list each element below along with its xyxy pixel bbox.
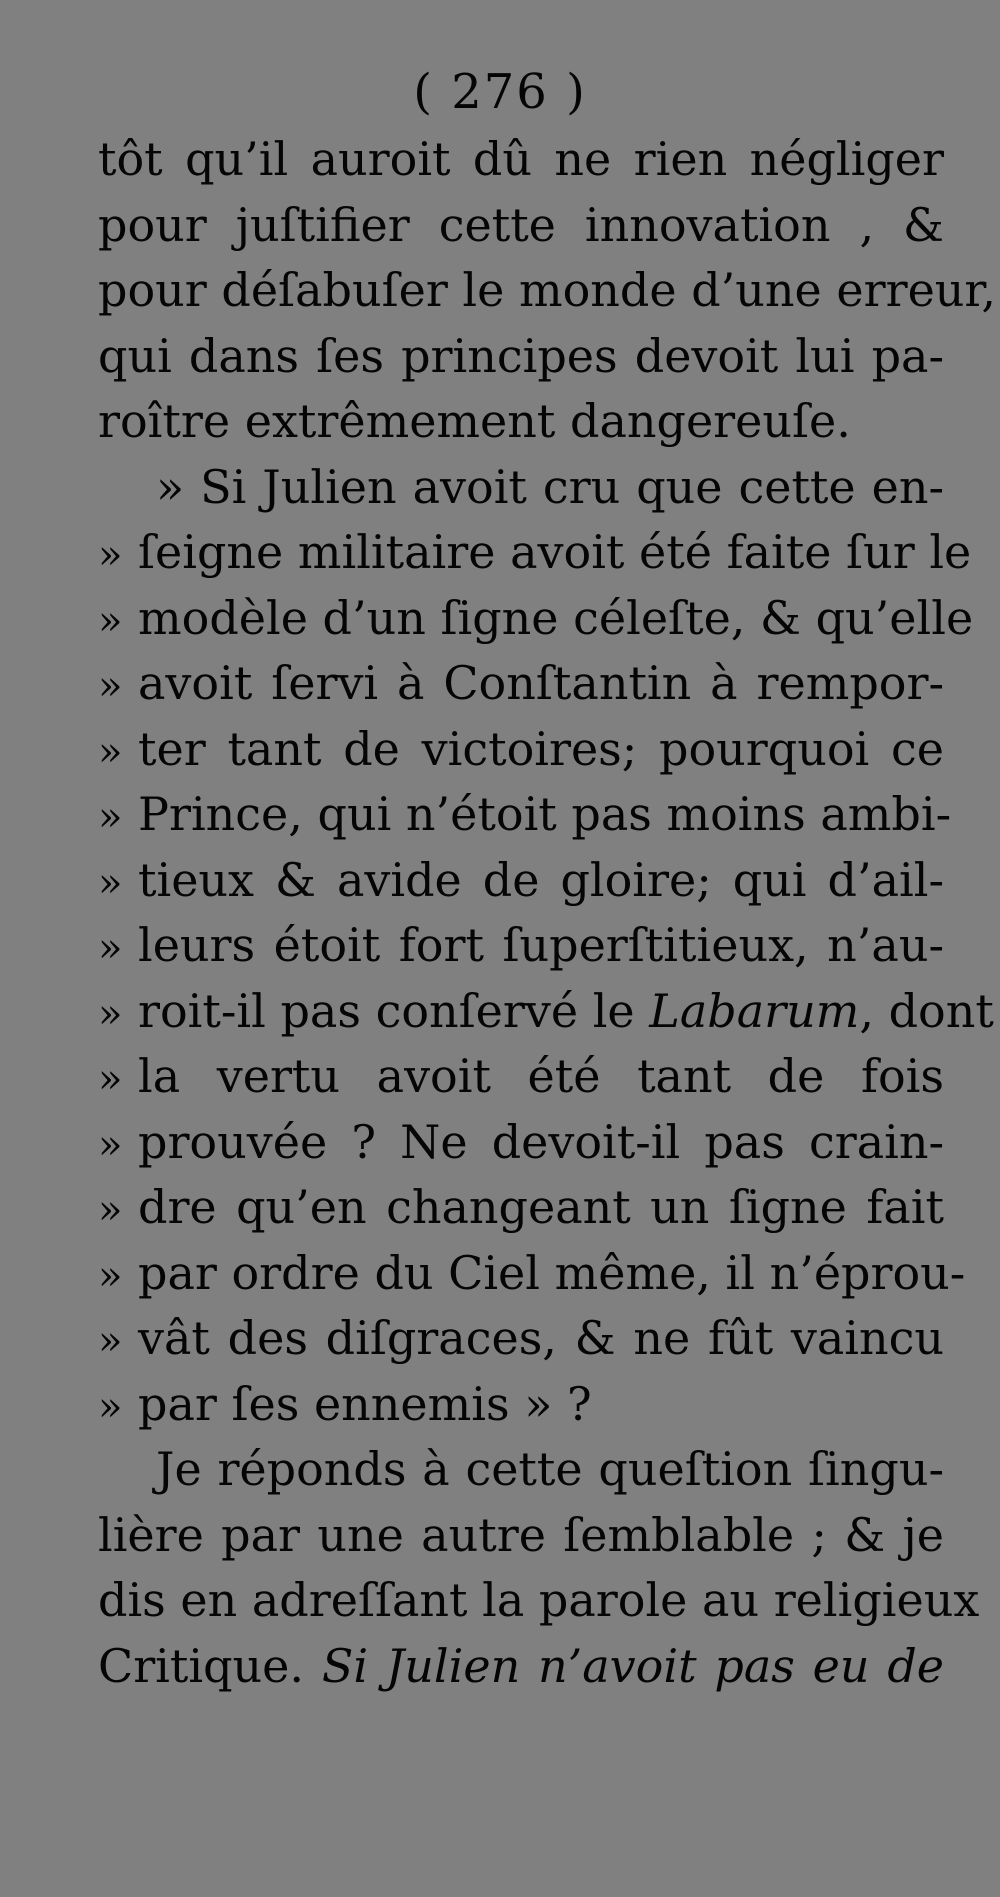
body-text [98,127,996,1699]
text-line: » par ordre du Ciel même, il n’éprou- [98,1241,944,1307]
quote-mark: » [98,794,123,840]
page-number: ( 276 ) [413,64,587,120]
text-line: » ter tant de victoires; pourquoi ce [98,717,944,783]
quote-mark: » [98,1187,123,1233]
text-line: Je réponds à cette queſtion ſingu- [156,1442,944,1496]
italic-term: Labarum [649,983,860,1038]
text-line: » par ſes ennemis » ? [98,1372,944,1438]
quote-mark: » [98,532,123,578]
text-line: roître extrêmement dangereuſe. [98,394,851,448]
text-line: » Si Julien avoit cru que cette en- [156,459,944,514]
quote-mark: » [98,1318,123,1364]
text-line: » ſeigne militaire avoit été faite ſur le [98,520,944,586]
text-line: » vât des diſgraces, & ne fût vaincu [98,1306,944,1372]
text-line: » modèle d’un ſigne céleſte, & qu’elle [98,586,944,652]
text-line: » tieux & avide de gloire; qui d’ail- [98,848,944,914]
text-line: » Prince, qui n’étoit pas moins ambi- [98,782,944,848]
quote-mark: » [98,1252,123,1299]
text-line: » la vertu avoit été tant de fois [98,1044,944,1110]
text-line: qui dans ſes principes devoit lui pa- [98,328,944,383]
quote-mark: » [98,663,123,709]
quote-mark: » [98,597,123,644]
text-line: » prouvée ? Ne devoit-il pas crain- [98,1110,944,1176]
text-line: tôt qu’il auroit dû ne rien négliger [98,132,944,186]
quote-mark: » [98,990,123,1037]
italic-text: Si Julien n’avoit pas eu de [321,1638,944,1693]
quote-mark: » [98,1383,123,1430]
text-line: pour déſabuſer le monde d’une erreur, [98,263,996,317]
text-line: dis en adreſſant la parole au religieux [98,1573,980,1627]
text-line: » roit-il pas conſervé le Labarum, dont [98,979,944,1045]
quote-mark: » [98,728,123,775]
quote-mark: » [98,1121,123,1168]
quote-mark: » [98,925,123,971]
quote-mark: » [98,1056,123,1102]
text-line: » leurs étoit fort ſuperſtitieux, n’au- [98,913,944,979]
text-line: » dre qu’en changeant un ſigne fait [98,1175,944,1241]
text-line: Critique. Si Julien n’avoit pas eu de [98,1638,944,1693]
quote-mark: » [98,859,123,906]
text-line: pour juſtifier cette innovation , & [98,197,944,252]
text-line: lière par une autre ſemblable ; & je [98,1507,944,1562]
text-line: » avoit ſervi à Conſtantin à rempor- [98,651,944,717]
